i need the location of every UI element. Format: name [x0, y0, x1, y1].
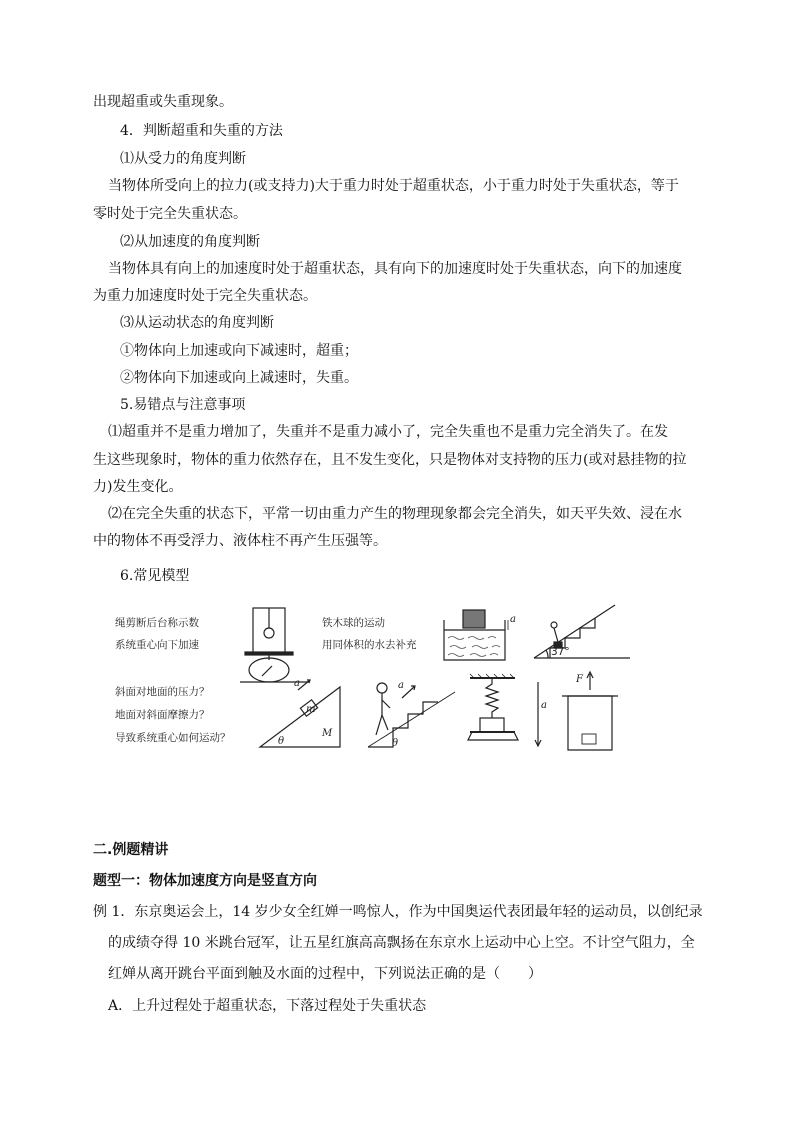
- subheading-acceleration: ⑵从加速度的角度判断: [120, 234, 260, 250]
- label-theta: θ: [392, 738, 399, 749]
- example-text: 红婵从离开跳台平面到触及水面的过程中，下列说法正确的是（ ）: [108, 966, 542, 982]
- example-text: 例 1．东京奥运会上，14 岁少女全红婵一鸣惊人，作为中国奥运代表团最年轻的运动员，以创纪录: [93, 904, 703, 920]
- paragraph-line: ⑵在完全失重的状态下，平常一切由重力产生的物理现象都会完全消失，如天平失效、浸在水: [108, 506, 682, 522]
- label-theta: θ: [278, 736, 285, 747]
- scale-model: [240, 608, 310, 682]
- answer-option-a[interactable]: A．上升过程处于超重状态，下落过程处于失重状态: [108, 998, 427, 1014]
- figure-label: 地面对斜面摩擦力？: [115, 709, 210, 721]
- escalator-model: [534, 605, 630, 658]
- paragraph-line: 中的物体不再受浮力、液体柱不再产生压强等。: [93, 533, 387, 549]
- figure-label: 用同体积的水去补充: [322, 639, 417, 651]
- topic-title: 题型一：物体加速度方向是竖直方向: [93, 873, 317, 889]
- figure-label: 斜面对地面的压力？: [115, 686, 210, 698]
- label-a: a: [541, 700, 547, 711]
- subheading-force: ⑴从受力的角度判断: [120, 151, 246, 167]
- label-F: F: [576, 674, 583, 685]
- label-a: a: [510, 614, 516, 625]
- section-heading-5: 5.易错点与注意事项: [120, 397, 246, 413]
- figure-label: 导致系统重心如何运动？: [115, 732, 231, 744]
- water-tank-model: [444, 610, 508, 660]
- section-heading-6: 6.常见模型: [120, 568, 190, 584]
- paragraph-line: ⑴超重并不是重力增加了，失重并不是重力减小了，完全失重也不是重力完全消失了。在发: [108, 424, 668, 440]
- text-line: 出现超重或失重现象。: [93, 94, 233, 110]
- label-m: m: [306, 704, 316, 715]
- list-item: ①物体向上加速或向下减速时，超重；: [120, 343, 358, 359]
- paragraph-line: 当物体具有向上的加速度时处于超重状态，具有向下的加速度时处于失重状态，向下的加速度: [108, 261, 682, 277]
- label-a: a: [398, 680, 404, 691]
- section-heading-4: 4．判断超重和失重的方法: [120, 123, 283, 139]
- figure-label: 铁木球的运动: [322, 617, 385, 629]
- figure-label: 绳剪断后台称示数: [115, 617, 199, 629]
- models-diagram: [110, 600, 640, 760]
- paragraph-line: 零时处于完全失重状态。: [93, 206, 247, 222]
- example-text: 的成绩夺得 10 米跳台冠军，让五星红旗高高飘扬在东京水上运动中心上空。不计空气阻力，全: [108, 935, 695, 951]
- subheading-motion: ⑶从运动状态的角度判断: [120, 315, 274, 331]
- angle-label: 37°: [551, 646, 570, 658]
- figure-label: 系统重心向下加速: [115, 639, 199, 651]
- paragraph-line: 生这些现象时，物体的重力依然存在，且不发生变化，只是物体对支持物的压力(或对悬挂物的拉: [93, 452, 687, 468]
- person-escalator-model: [368, 683, 455, 747]
- paragraph-line: 力)发生变化。: [93, 479, 183, 495]
- label-a: a: [294, 678, 300, 689]
- list-item: ②物体向下加速或向上减速时，失重。: [120, 370, 358, 386]
- paragraph-line: 为重力加速度时处于完全失重状态。: [93, 288, 317, 304]
- paragraph-line: 当物体所受向上的拉力(或支持力)大于重力时处于超重状态，小于重力时处于失重状态，等于: [108, 178, 679, 194]
- common-models-figure: [110, 600, 640, 760]
- box-force-model: [562, 672, 618, 750]
- label-M: M: [322, 728, 333, 739]
- section-title: 二.例题精讲: [93, 842, 169, 858]
- spring-model: [468, 674, 541, 746]
